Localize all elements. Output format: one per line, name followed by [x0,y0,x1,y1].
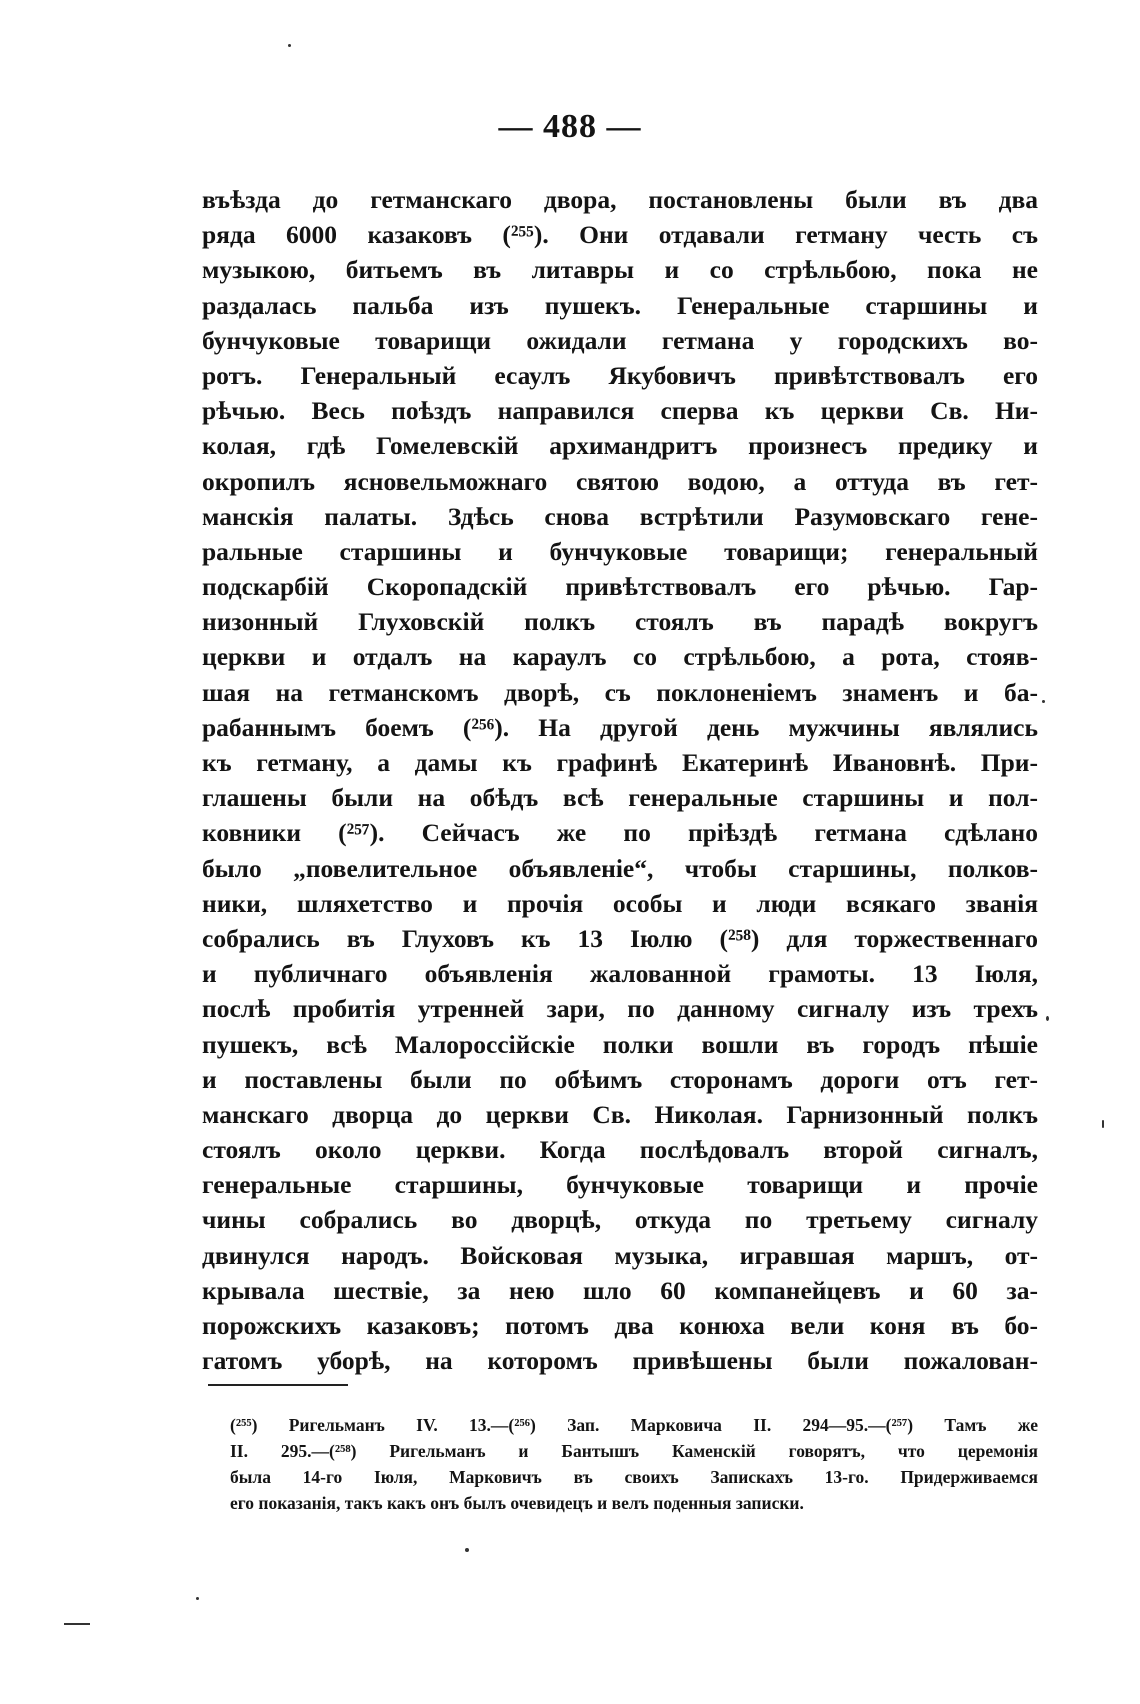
text-line: крывала шествіе, за нею шло 60 компанейцевъ и 60 за- [202,1275,1038,1305]
text-line: послѣ пробитія утренней зари, по данному сигналу изъ трехъ [202,994,1038,1024]
footnote-line: (²⁵⁵) Ригельманъ IV. 13.—(²⁵⁶) Зап. Марковича II. 294—95.—(²⁵⁷) Тамъ же [230,1415,1038,1435]
text-line: ники, шляхетство и прочія особы и люди всякаго званія [202,888,1038,918]
text-line: было „повелительное объявленіе“, чтобы старшины, полков- [202,853,1038,883]
text-line: глашены были на обѣдъ всѣ генеральные старшины и пол- [202,783,1038,813]
text-line: музыкою, битьемъ въ литавры и со стрѣльбою, пока не [202,255,1038,285]
text-line: рѣчью. Весь поѣздъ направился сперва къ церкви Св. Ни- [202,396,1038,426]
text-line: собрались въ Глуховъ къ 13 Іюлю (²⁵⁸) для торжественнаго [202,923,1038,953]
text-line: ряда 6000 казаковъ (²⁵⁵). Они отдавали гетману честь съ [202,220,1038,250]
text-line: къ гетману, а дамы къ графинѣ Екатеринѣ Ивановнѣ. При- [202,748,1038,777]
page-number: — 488 — [498,108,642,145]
text-line: въѣзда до гетманскаго двора, постановлены были въ два [202,185,1038,214]
text-line: и поставлены были по обѣимъ сторонамъ дороги отъ гет- [202,1064,1038,1094]
text-line: шая на гетманскомъ дворѣ, съ поклоненіемъ знаменъ и ба- [202,677,1038,707]
footnote-line: его показанія, такъ какъ онъ былъ очевидецъ и велъ поденныя записки. [230,1493,804,1513]
text-line: генеральные старшины, бунчуковые товарищи и прочіе [202,1170,1038,1200]
text-line: ральные старшины и бунчуковые товарищи; генеральный [202,536,1038,566]
footnotes [230,1412,1038,1516]
text-line: ротъ. Генеральный есаулъ Якубовичъ привѣтствовалъ его [202,360,1038,390]
text-line: порожскихъ казаковъ; потомъ два конюха вели коня въ бо- [202,1311,1038,1340]
text-line: манскаго дворца до церкви Св. Николая. Гарнизонный полкъ [202,1099,1038,1129]
text-line: колая, гдѣ Гомелевскій архимандритъ произнесъ предику и [202,431,1038,461]
text-line: подскарбій Скоропадскій привѣтствовалъ его рѣчью. Гар- [202,572,1038,602]
text-line: рабаннымъ боемъ (²⁵⁶). На другой день мужчины являлись [202,712,1038,742]
scan-speck [1042,700,1045,703]
text-line: манскія палаты. Здѣсь снова встрѣтили Разумовскаго гене- [202,501,1038,531]
scan-speck [1046,1016,1049,1021]
scan-speck [288,44,291,47]
text-line: раздалась пальба изъ пушекъ. Генеральные старшины и [202,290,1038,320]
scan-speck [465,1548,469,1552]
text-line: ковники (²⁵⁷). Сейчасъ же по пріѣздѣ гетмана сдѣлано [202,818,1038,848]
text-line: церкви и отдалъ на караулъ со стрѣльбою, а рота, стояв- [202,642,1038,672]
text-line: пушекъ, всѣ Малороссійскіе полки вошли въ городъ пѣшіе [202,1029,1038,1059]
footnote-line: II. 295.—(²⁵⁸) Ригельманъ и Бантышъ Каменскій говорятъ, что церемонія [230,1441,1038,1461]
text-line: окропилъ ясновельможнаго святою водою, а оттуда въ гет- [202,466,1038,496]
text-line: чины собрались во дворцѣ, откуда по третьему сигналу [202,1205,1038,1235]
footnote-line: была 14-го Іюля, Марковичъ въ своихъ Запискахъ 13-го. Придерживаемся [230,1467,1038,1487]
text-line: двинулся народъ. Войсковая музыка, игравшая маршъ, от- [202,1240,1038,1270]
text-line: гатомъ уборѣ, на которомъ привѣшены были пожалован- [202,1346,1038,1376]
scan-speck [1102,1120,1104,1128]
text-line: и публичнаго объявленія жалованной грамоты. 13 Іюля, [202,959,1038,989]
scan-dash-mark [64,1623,90,1625]
text-line: стоялъ около церкви. Когда послѣдовалъ второй сигналъ, [202,1135,1038,1165]
scan-speck [196,1597,199,1600]
footnote-separator [208,1384,348,1386]
text-line: бунчуковые товарищи ожидали гетмана у городскихъ во- [202,325,1038,355]
text-line: низонный Глуховскій полкъ стоялъ въ парадѣ вокругъ [202,607,1038,637]
body-text [202,182,1038,1378]
